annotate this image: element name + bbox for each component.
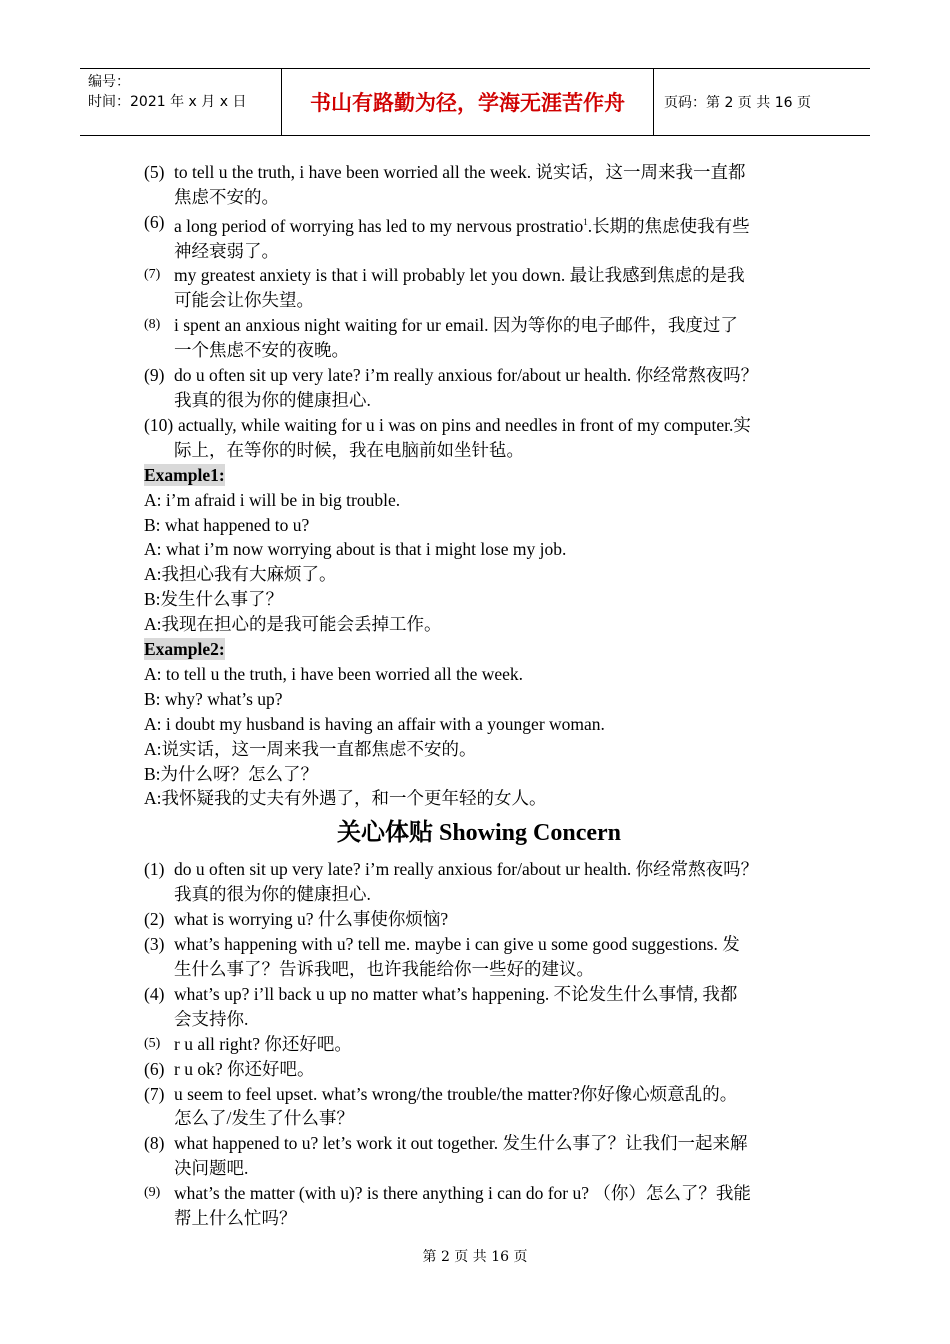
list-item [144,907,814,932]
item-text-part: .长期的焦虑使我有些 [587,215,750,236]
list-item [144,263,814,313]
example-2 [144,637,814,811]
header-page-number: 页码：第 2 页 共 16 页 [664,95,811,111]
item-text: what’s up? i’ll back u up no matter what’s happening. 不论发生什么事情, 我都 [174,983,738,1004]
dialogue-line: A:我怀疑我的丈夫有外遇了，和一个更年轻的女人。 [144,788,547,809]
page-header [80,68,870,136]
item-text: actually, while waiting for u i was on pins and needles in front of my computer.实 [178,414,751,435]
item-text: to tell u the truth, i have been worried all the week. 说实话，这一周来我一直都 [174,162,746,182]
list-item [144,1032,814,1057]
item-text: what is worrying u? 什么事使你烦恼? [174,909,449,930]
header-motto: 书山有路勤为径，学海无涯苦作舟 [282,69,654,135]
example-label: Example2: [144,639,225,660]
list-item [144,363,814,413]
list-item [144,1082,814,1132]
item-text: 一个焦虑不安的夜晚。 [174,340,349,361]
list-item [144,1181,814,1231]
dialogue-line: B: why? what’s up? [144,688,283,709]
item-text: 决问题吧. [174,1158,249,1179]
document-body [144,160,814,1231]
item-number: (10) [144,414,174,435]
item-number: (5) [144,162,165,182]
item-text: do u often sit up very late? i’m really anxious for/about ur health. 你经常熬夜吗？ [174,365,759,386]
item-number: (8) [144,317,161,333]
item-text-part: a long period of worrying has led to my nervous prostratio [174,215,584,236]
item-number: (8) [144,1133,165,1154]
item-text: 际上，在等你的时候，我在电脑前如坐针毡。 [174,439,524,460]
list-item [144,857,814,907]
item-text: 生什么事了？告诉我吧，也许我能给你一些好的建议。 [174,959,594,980]
time-label: 时间：2021 年 x 月 x 日 [88,94,247,110]
item-text: 会支持你. [174,1008,249,1029]
item-text: do u often sit up very late? i’m really anxious for/about ur health. 你经常熬夜吗？ [174,859,759,880]
item-text: 可能会让你失望。 [174,290,314,311]
header-info [80,69,282,135]
item-number: (7) [144,267,161,283]
example-1 [144,463,814,637]
dialogue-line: A: what i’m now worrying about is that i might lose my job. [144,539,567,560]
page-footer: 第 2 页 共 16 页 [422,1249,528,1265]
item-text: 怎么了/发生了什么事？ [174,1108,354,1129]
item-number: (1) [144,859,165,880]
list-item [144,413,814,463]
list-item [144,160,814,210]
dialogue-line: A:说实话，这一周来我一直都焦虑不安的。 [144,738,477,759]
item-text: my greatest anxiety is that i will probably let you down. 最让我感到焦虑的是我 [174,265,745,286]
dialogue-line: A: i doubt my husband is having an affair with a younger woman. [144,713,605,734]
item-text [174,210,814,239]
list-item [144,982,814,1032]
list-item [144,313,814,363]
footnote-marker[interactable]: 1 [583,216,588,227]
dialogue-line: B:为什么呀？怎么了？ [144,763,319,784]
dialogue-line: A:我现在担心的是我可能会丢掉工作。 [144,614,442,635]
item-number: (6) [144,211,165,232]
item-text: what’s the matter (with u)? is there anything i can do for u? （你）怎么了？我能 [174,1183,751,1204]
item-number: (9) [144,365,165,386]
item-text: r u ok? 你还好吧。 [174,1058,315,1079]
item-text: 帮上什么忙吗？ [174,1208,297,1229]
item-text: 神经衰弱了。 [174,240,279,261]
item-number: (2) [144,909,165,930]
item-number: (5) [144,1035,161,1051]
section-title: 关心体贴 Showing Concern [336,820,622,847]
list-item [144,210,814,264]
list-item [144,1131,814,1181]
dialogue-line: A: i’m afraid i will be in big trouble. [144,489,401,510]
dialogue-line: B:发生什么事了？ [144,589,284,610]
item-text: 我真的很为你的健康担心. [174,389,371,410]
item-number: (6) [144,1058,165,1079]
example-label: Example1: [144,464,225,485]
dialogue-line: B: what happened to u? [144,514,310,535]
item-text: u seem to feel upset. what’s wrong/the trouble/the matter?你好像心烦意乱的。 [174,1083,738,1104]
list-item [144,932,814,982]
dialogue-line: A:我担心我有大麻烦了。 [144,564,337,585]
item-text: what happened to u? let’s work it out together. 发生什么事了？让我们一起来解 [174,1133,748,1154]
dialogue-line: A: to tell u the truth, i have been worried all the week. [144,663,524,684]
item-text: what’s happening with u? tell me. maybe i can give u some good suggestions. 发 [174,934,740,955]
item-number: (4) [144,983,165,1004]
number-label: 编号： [88,74,130,90]
list-item [144,1057,814,1082]
item-number: (7) [144,1083,165,1104]
item-text: i spent an anxious night waiting for ur email. 因为等你的电子邮件，我度过了 [174,315,738,336]
item-text: r u all right? 你还好吧。 [174,1033,352,1054]
item-number: (3) [144,934,165,955]
item-number: (9) [144,1185,161,1201]
item-text: 焦虑不安的。 [174,186,279,207]
item-text: 我真的很为你的健康担心. [174,884,371,905]
